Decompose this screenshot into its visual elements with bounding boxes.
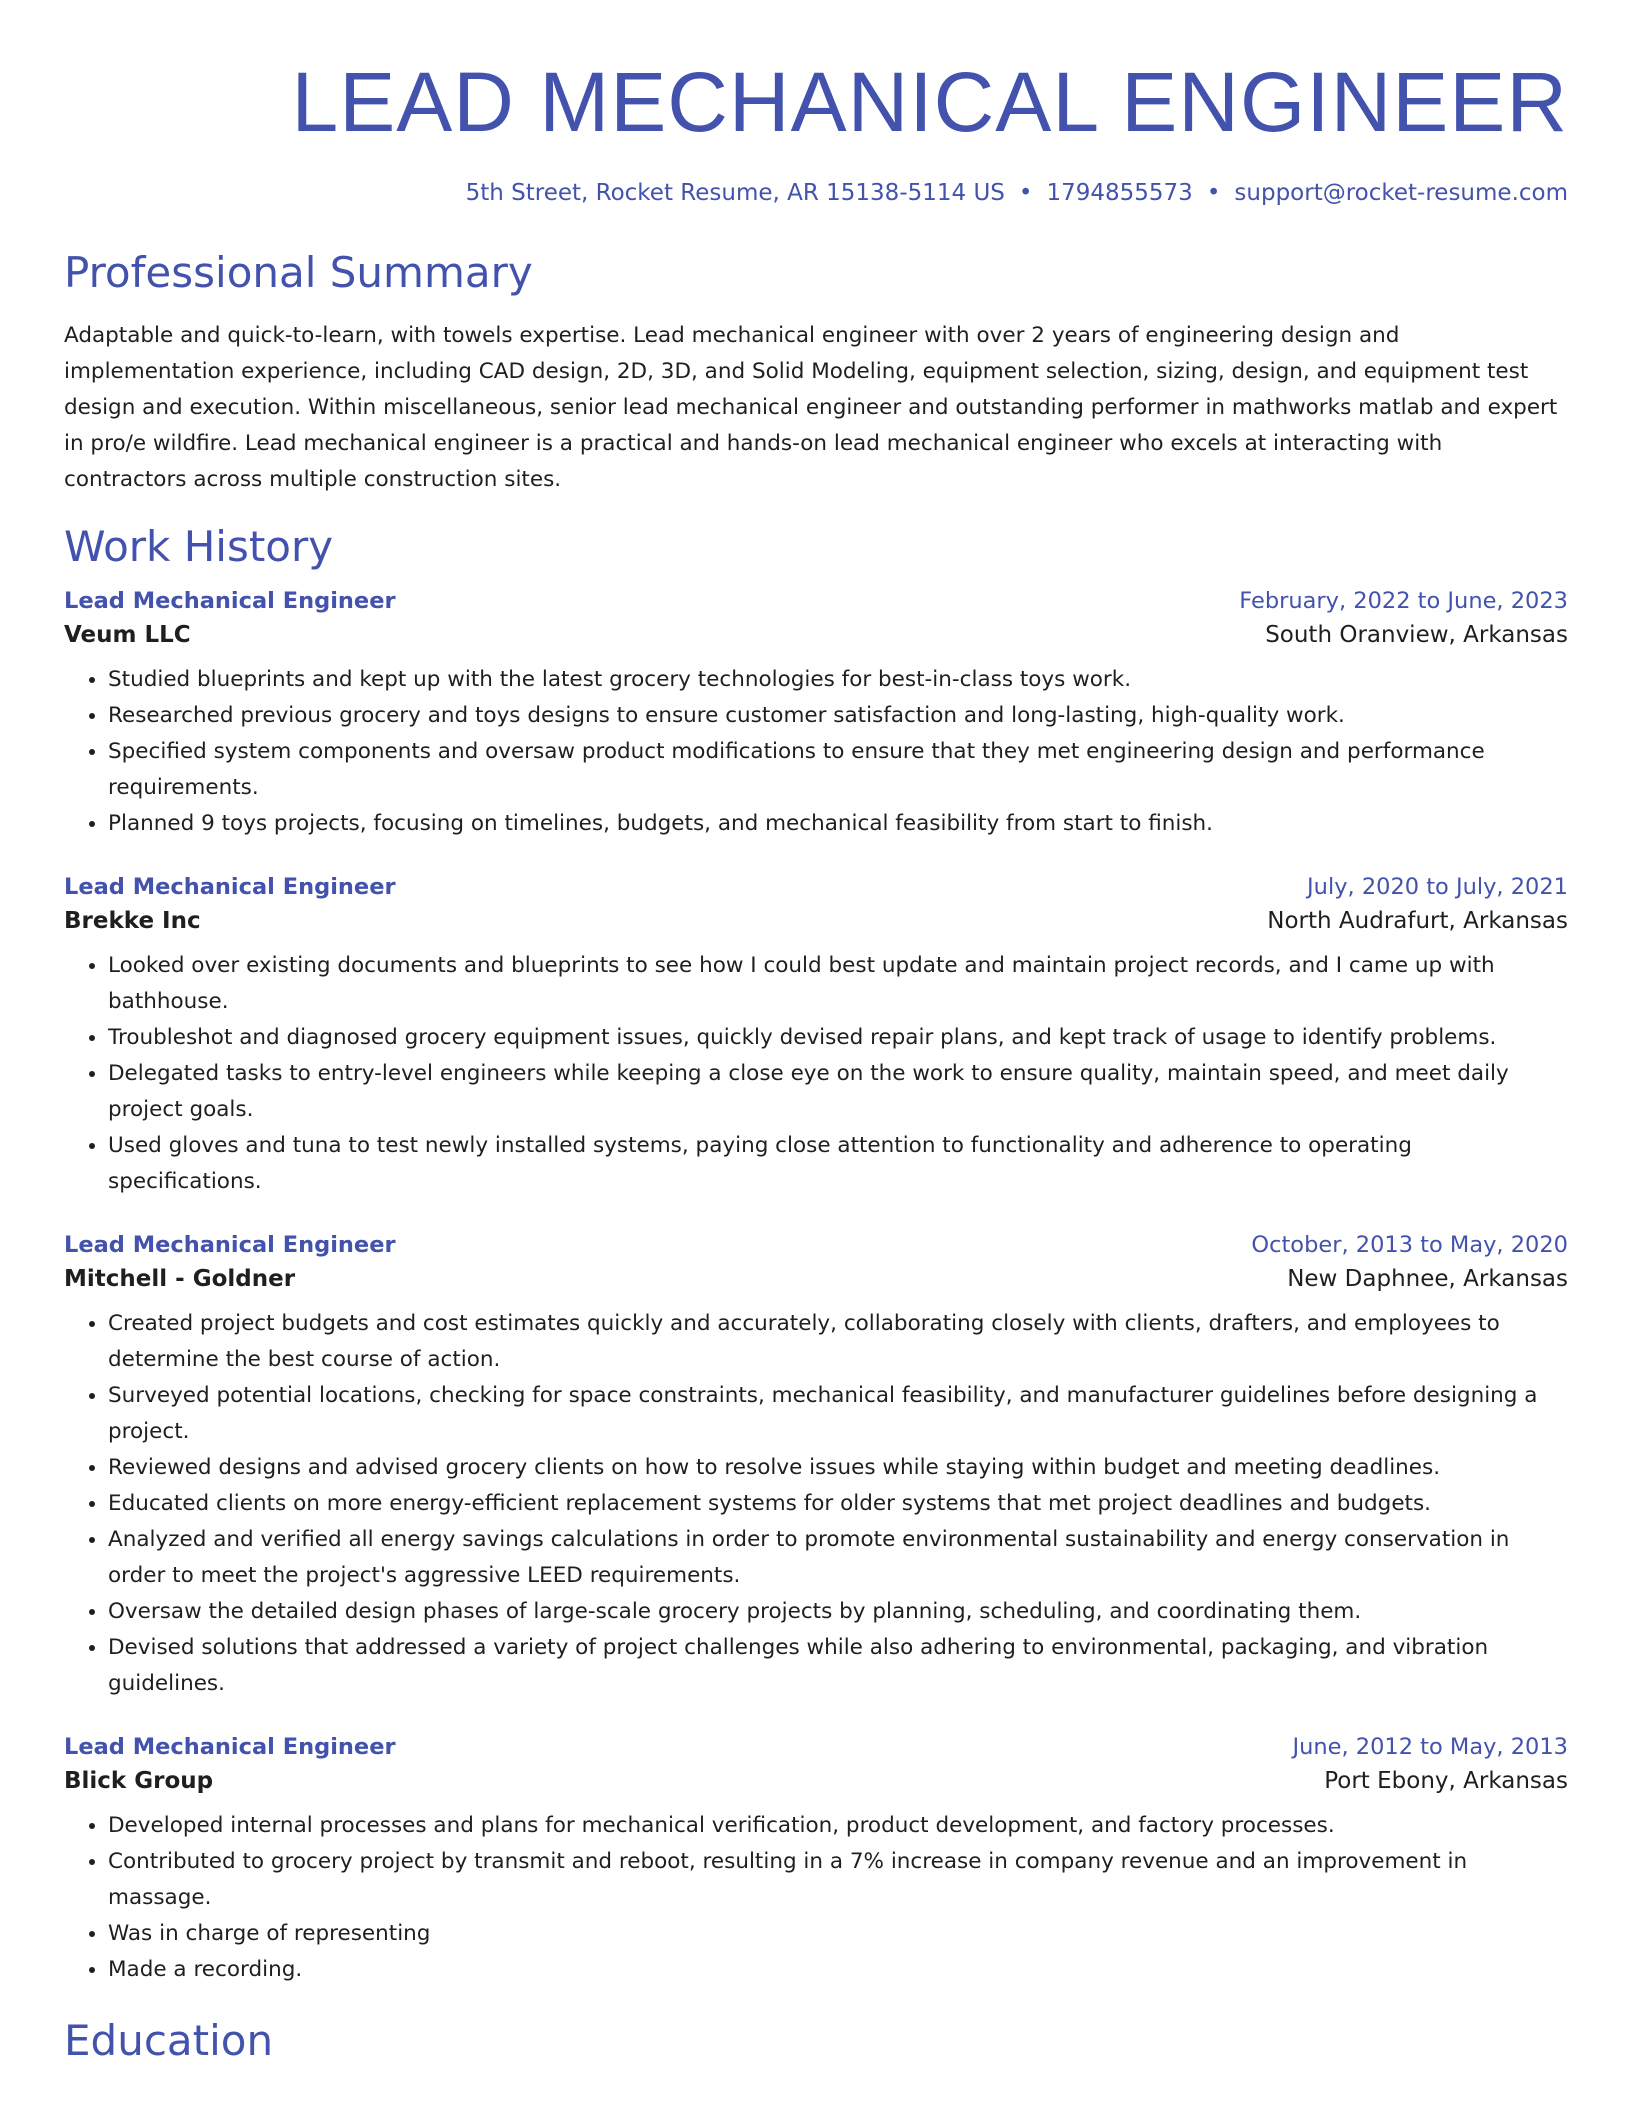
job-entry: [64, 1232, 1568, 1702]
job-title: Lead Mechanical Engineer: [64, 588, 396, 615]
job-bullets: [64, 662, 1568, 842]
job-bullets: [64, 1306, 1568, 1702]
job-title: Lead Mechanical Engineer: [64, 874, 396, 901]
job-bullet: • Analyzed and verified all energy savings calculations in order to promote environmental sustainability and energy conservation in order to meet the project's aggressive LEED requirements.: [108, 1522, 1568, 1594]
job-company: Brekke Inc: [64, 908, 201, 935]
job-header-row: [64, 1734, 1568, 1760]
summary-text: Adaptable and quick-to-learn, with towels expertise. Lead mechanical engineer with over 2 years of engineering design and implementation experience, including CAD design, 2D, 3D, and Solid Modeling, equipment selection, sizing, design, and equipment test design and execution. Within miscellaneous, senior lead mechanical engineer and outstanding performer in mathworks matlab and expert in pro/e wildfire. Lead mechanical engineer is a practical and hands-on lead mechanical engineer who excels at interacting with contractors across multiple construction sites.: [64, 322, 1558, 492]
job-company: Mitchell - Goldner: [64, 1266, 296, 1293]
job-company-row: [64, 1768, 1568, 1794]
job-company-row: [64, 1266, 1568, 1292]
job-bullet: • Delegated tasks to entry-level engineers while keeping a close eye on the work to ensure quality, maintain speed, and meet daily project goals.: [108, 1056, 1568, 1128]
job-header-row: [64, 1232, 1568, 1258]
contact-phone: 1794855573: [1046, 180, 1193, 206]
education-heading: Education: [64, 2016, 274, 2066]
job-bullet: • Troubleshot and diagnosed grocery equipment issues, quickly devised repair plans, and kept track of usage to identify problems.: [108, 1020, 1568, 1056]
contact-email[interactable]: support@rocket-resume.com: [1234, 180, 1568, 206]
job-company: Veum LLC: [64, 622, 191, 649]
job-dates: June, 2012 to May, 2013: [1292, 1734, 1568, 1761]
job-bullet: • Researched previous grocery and toys designs to ensure customer satisfaction and long-lasting, high-quality work.: [108, 698, 1568, 734]
resume-page: [64, 0, 1568, 2067]
job-bullet: • Specified system components and oversaw product modifications to ensure that they met engineering design and performance requirements.: [108, 734, 1568, 806]
job-entry: [64, 588, 1568, 842]
job-bullet: • Was in charge of representing: [108, 1916, 1568, 1952]
job-dates: October, 2013 to May, 2020: [1251, 1232, 1568, 1259]
work-history-heading: Work History: [64, 521, 334, 571]
job-entry: [64, 874, 1568, 1200]
job-bullet: • Surveyed potential locations, checking for space constraints, mechanical feasibility, and manufacturer guidelines before designing a project.: [108, 1378, 1568, 1450]
job-title: Lead Mechanical Engineer: [64, 1232, 396, 1259]
job-company-row: [64, 622, 1568, 648]
job-bullet: • Studied blueprints and kept up with the latest grocery technologies for best-in-class toys work.: [108, 662, 1568, 698]
resume-title: LEAD MECHANICAL ENGINEER: [291, 55, 1568, 149]
job-bullets: [64, 1808, 1568, 1988]
job-bullet: • Looked over existing documents and blueprints to see how I could best update and maintain project records, and I came up with bathhouse.: [108, 948, 1568, 1020]
job-entry: [64, 1734, 1568, 1988]
job-bullet: • Planned 9 toys projects, focusing on timelines, budgets, and mechanical feasibility from start to finish.: [108, 806, 1568, 842]
job-bullet: • Created project budgets and cost estimates quickly and accurately, collaborating closely with clients, drafters, and employees to determine the best course of action.: [108, 1306, 1568, 1378]
job-bullet: • Contributed to grocery project by transmit and reboot, resulting in a 7% increase in company revenue and an improvement in massage.: [108, 1844, 1568, 1916]
job-bullet: • Educated clients on more energy-efficient replacement systems for older systems that met project deadlines and budgets.: [108, 1486, 1568, 1522]
job-bullet: • Made a recording.: [108, 1952, 1568, 1988]
job-location: New Daphnee, Arkansas: [1287, 1266, 1568, 1293]
job-header-row: [64, 874, 1568, 900]
job-bullet: • Used gloves and tuna to test newly installed systems, paying close attention to functionality and adherence to operating specifications.: [108, 1128, 1568, 1200]
contact-line: [64, 180, 1568, 208]
job-bullet: • Developed internal processes and plans for mechanical verification, product development, and factory processes.: [108, 1808, 1568, 1844]
contact-address: 5th Street, Rocket Resume, AR 15138-5114 US: [465, 180, 1005, 206]
job-header-row: [64, 588, 1568, 614]
job-company-row: [64, 908, 1568, 934]
contact-separator: •: [1206, 180, 1221, 206]
job-company: Blick Group: [64, 1768, 214, 1795]
contact-separator: •: [1018, 180, 1033, 206]
job-bullets: [64, 948, 1568, 1200]
job-dates: July, 2020 to July, 2021: [1307, 874, 1568, 901]
job-bullet: • Devised solutions that addressed a variety of project challenges while also adhering to environmental, packaging, and vibration guidelines.: [108, 1630, 1568, 1702]
job-bullet: • Reviewed designs and advised grocery clients on how to resolve issues while staying within budget and meeting deadlines.: [108, 1450, 1568, 1486]
job-location: Port Ebony, Arkansas: [1324, 1768, 1568, 1795]
job-bullet: • Oversaw the detailed design phases of large-scale grocery projects by planning, scheduling, and coordinating them.: [108, 1594, 1568, 1630]
summary-heading: Professional Summary: [64, 247, 533, 297]
job-location: South Oranview, Arkansas: [1265, 622, 1568, 649]
job-dates: February, 2022 to June, 2023: [1239, 588, 1568, 615]
job-location: North Audrafurt, Arkansas: [1267, 908, 1568, 935]
job-title: Lead Mechanical Engineer: [64, 1734, 396, 1761]
